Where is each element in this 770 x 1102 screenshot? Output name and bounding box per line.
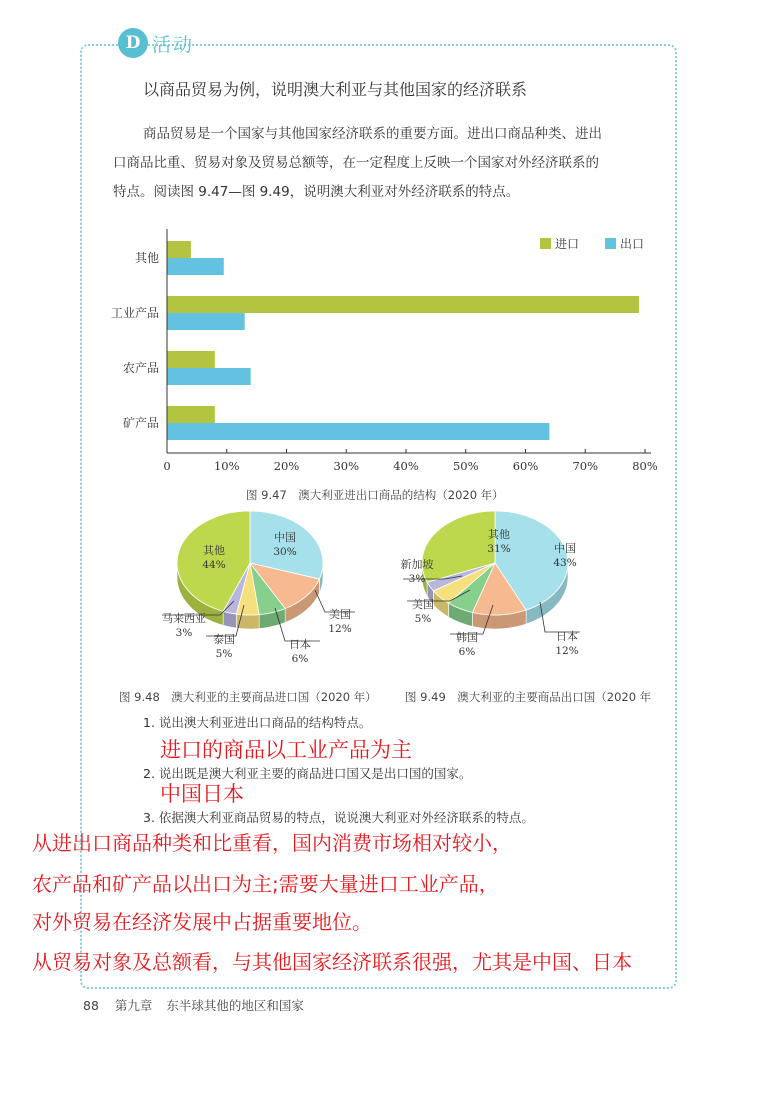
- export-pie-chart: [395, 508, 625, 673]
- question-3: 3. 依据澳大利亚商品贸易的特点，说说澳大利亚对外经济联系的特点。: [143, 810, 534, 825]
- pie-slice-name: 日本: [289, 638, 311, 651]
- bar-category-label: 农产品: [122, 361, 159, 375]
- pie-slice-name: 泰国: [213, 633, 235, 646]
- question-1: 1. 说出澳大利亚进出口商品的结构特点。: [143, 715, 372, 730]
- pie-slice-percent: 5%: [414, 613, 432, 625]
- bar-export: [167, 258, 224, 275]
- activity-badge-icon: D: [118, 28, 148, 58]
- question-2: 2. 说出既是澳大利亚主要的商品进口国又是出口国的国家。: [143, 766, 472, 781]
- bar-import: [167, 351, 215, 368]
- x-tick-label: 40%: [393, 459, 419, 473]
- x-tick-label: 50%: [452, 459, 479, 473]
- pie-slice-percent: 6%: [458, 646, 476, 658]
- pie-slice-name: 马来西亚: [162, 612, 206, 625]
- pie-slice-percent: 30%: [273, 546, 297, 558]
- answer-3-line-1: 从进出口商品种类和比重看，国内消费市场相对较小，: [32, 831, 512, 855]
- chapter-number: 第九章: [114, 998, 153, 1013]
- pie-slice-percent: 6%: [291, 653, 309, 665]
- x-tick-label: 0: [163, 459, 171, 473]
- x-tick-label: 80%: [632, 459, 658, 473]
- bar-import: [167, 406, 215, 423]
- pie-slice-percent: 44%: [202, 559, 226, 571]
- bar-export: [167, 368, 251, 385]
- legend-label: 出口: [620, 237, 645, 251]
- bar-import: [167, 296, 639, 313]
- answer-3-line-2: 农产品和矿产品以出口为主;需要大量进口工业产品，: [32, 872, 499, 896]
- bar-category-label: 其他: [134, 251, 159, 265]
- pie-slice-name: 美国: [412, 598, 434, 611]
- pie-slice-name: 新加坡: [400, 558, 434, 571]
- intro-paragraph: [113, 120, 653, 207]
- legend-swatch: [540, 238, 551, 249]
- answer-1-handwriting: 进口的商品以工业产品为主: [160, 738, 412, 762]
- x-tick-label: 10%: [213, 459, 240, 473]
- page-number: 88: [83, 998, 99, 1013]
- pie-slice-name: 中国: [554, 542, 576, 555]
- pie-slice-name: 其他: [203, 544, 225, 557]
- page-footer: [83, 996, 304, 1014]
- bar-export: [167, 313, 245, 330]
- intro-line-1: 商品贸易是一个国家与其他国家经济联系的重要方面。进出口商品种类、进出: [143, 126, 602, 142]
- pie-slice-name: 其他: [488, 528, 510, 541]
- pie2-caption: 图 9.49 澳大利亚的主要商品出口国（2020 年: [405, 690, 652, 704]
- pie1-caption: 图 9.48 澳大利亚的主要商品进口国（2020 年）: [119, 690, 377, 704]
- activity-heading: 以商品贸易为例，说明澳大利亚与其他国家的经济联系: [143, 80, 528, 99]
- answer-2-handwriting: 中国日本: [160, 782, 244, 806]
- pie-slice-name: 美国: [329, 608, 351, 621]
- chapter-title: 东半球其他的地区和国家: [166, 998, 304, 1013]
- pie-slice-percent: 3%: [408, 573, 426, 585]
- bar-category-label: 工业产品: [110, 306, 159, 320]
- intro-line-2: 口商品比重、贸易对象及贸易总额等，在一定程度上反映一个国家对外经济联系的: [113, 155, 599, 171]
- bar-chart-caption: 图 9.47 澳大利亚进出口商品的结构（2020 年）: [246, 488, 504, 502]
- bar-export: [167, 423, 549, 440]
- pie-slice-name: 韩国: [456, 631, 478, 644]
- pie-slice-percent: 12%: [555, 645, 579, 657]
- import-pie-chart: [150, 508, 380, 673]
- pie-slice-percent: 43%: [553, 557, 577, 569]
- pie-slice-percent: 3%: [175, 627, 193, 639]
- activity-badge: [118, 26, 208, 60]
- pie-slice-percent: 31%: [487, 543, 511, 555]
- legend-label: 进口: [555, 237, 580, 251]
- pie-slice-name: 日本: [556, 630, 578, 643]
- bar-import: [167, 241, 191, 258]
- x-tick-label: 30%: [333, 459, 360, 473]
- pie-slice-percent: 5%: [215, 648, 233, 660]
- x-tick-label: 20%: [273, 459, 300, 473]
- activity-badge-label: 活动: [152, 33, 195, 56]
- x-tick-label: 60%: [512, 459, 539, 473]
- pie-slice-percent: 12%: [328, 623, 352, 635]
- bar-category-label: 矿产品: [122, 416, 159, 430]
- intro-line-3: 特点。阅读图 9.47—图 9.49，说明澳大利亚对外经济联系的特点。: [113, 184, 520, 200]
- answer-3-line-3: 对外贸易在经济发展中占据重要地位。: [32, 910, 372, 934]
- x-tick-label: 70%: [572, 459, 599, 473]
- bar-chart: [95, 225, 675, 475]
- legend-swatch: [605, 238, 616, 249]
- pie-slice-name: 中国: [274, 531, 296, 544]
- answer-3-line-4: 从贸易对象及总额看，与其他国家经济联系很强，尤其是中国、日本: [32, 950, 632, 974]
